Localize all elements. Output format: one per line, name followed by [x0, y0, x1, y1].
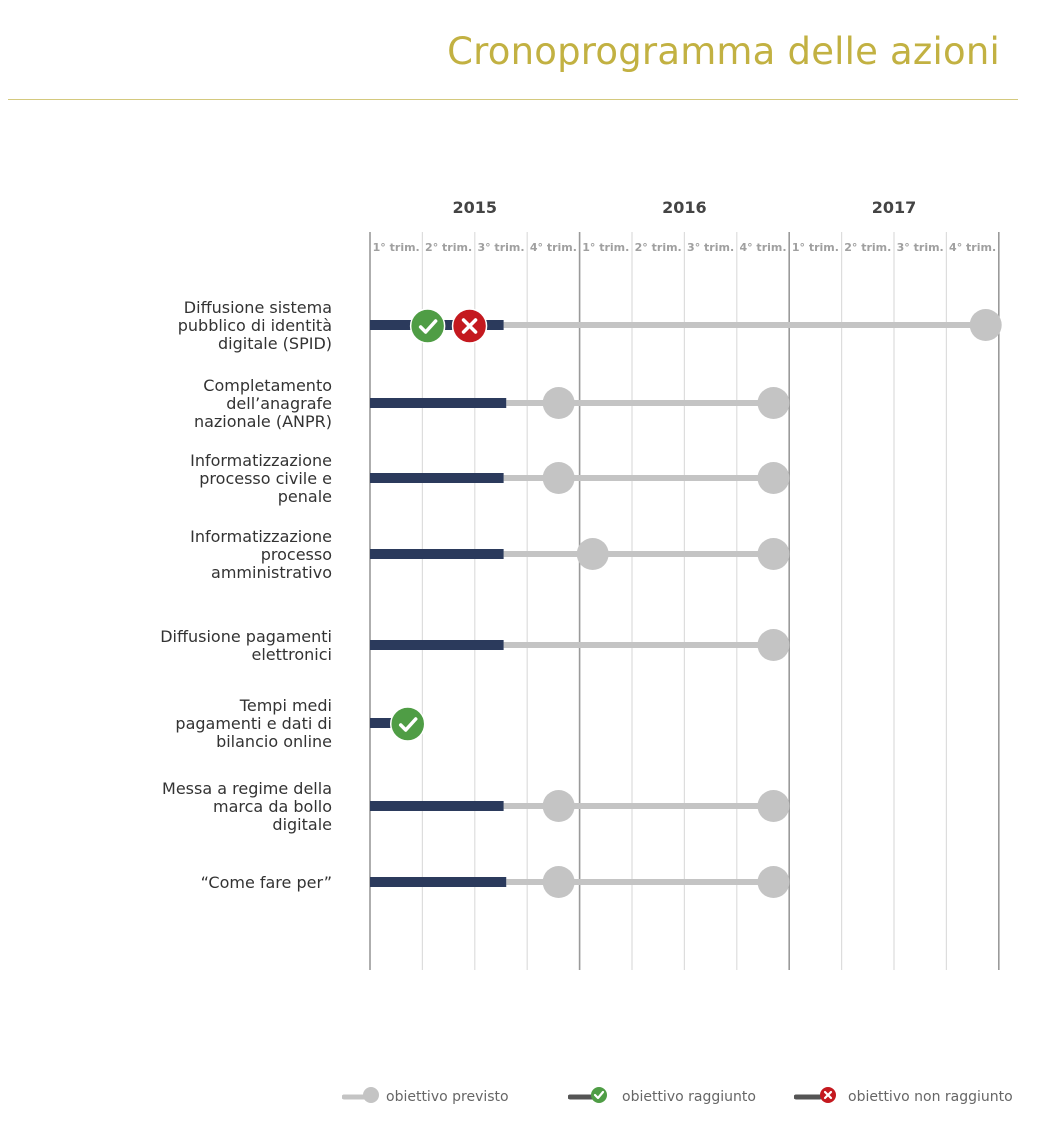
quarter-label: 4° trim. [529, 241, 577, 254]
row-bars [370, 309, 1002, 898]
completed-bar [370, 398, 506, 408]
completed-bar [370, 640, 504, 650]
quarter-label: 1° trim. [582, 241, 630, 254]
planned-milestone [757, 462, 789, 494]
row-label-line: elettronici [251, 645, 332, 664]
planned-milestone [757, 790, 789, 822]
row-label-line: Informatizzazione [190, 451, 332, 470]
row-label-line: processo [260, 545, 332, 564]
gantt-row [370, 707, 425, 741]
row-label-line: “Come fare per” [200, 873, 332, 892]
year-label: 2017 [871, 198, 917, 217]
planned-milestone [543, 387, 575, 419]
row-label-line: marca da bollo [213, 797, 332, 816]
quarter-label: 4° trim. [949, 241, 997, 254]
completed-bar [370, 877, 506, 887]
legend-label-achieved: obiettivo raggiunto [622, 1089, 756, 1105]
row-label [160, 627, 332, 664]
quarter-label: 2° trim. [844, 241, 892, 254]
quarter-label: 2° trim. [425, 241, 473, 254]
legend-label-not-achieved: obiettivo non raggiunto [848, 1089, 1013, 1105]
planned-milestone [543, 462, 575, 494]
year-label: 2015 [452, 198, 498, 217]
row-label-line: digitale (SPID) [218, 334, 332, 353]
row-label-line: pubblico di identità [177, 316, 332, 335]
check-legend-icon [568, 1083, 612, 1111]
row-label-line: Diffusione pagamenti [160, 627, 332, 646]
row-label [201, 873, 332, 892]
row-label-line: processo civile e [199, 469, 332, 488]
row-label [178, 298, 332, 353]
planned-milestone [543, 790, 575, 822]
completed-bar [370, 549, 504, 559]
row-label-line: penale [277, 487, 332, 506]
row-label-line: dell’anagrafe [226, 394, 332, 413]
quarter-label: 2° trim. [634, 241, 682, 254]
completed-bar [370, 801, 504, 811]
quarter-label: 3° trim. [687, 241, 735, 254]
row-label-line: amministrativo [211, 563, 332, 582]
row-label-line: Diffusione sistema [183, 298, 332, 317]
planned-milestone [757, 629, 789, 661]
row-label [190, 451, 332, 506]
completed-bar [370, 473, 504, 483]
row-label [194, 376, 332, 431]
legend-label-planned: obiettivo previsto [386, 1089, 509, 1105]
planned-milestone [757, 866, 789, 898]
row-label [190, 527, 332, 582]
planned-milestone [970, 309, 1002, 341]
row-label-line: Informatizzazione [190, 527, 332, 546]
planned-milestone [577, 538, 609, 570]
row-label [162, 779, 332, 834]
achieved-check-icon [391, 707, 425, 741]
row-label-line: bilancio online [216, 732, 332, 751]
quarter-label: 3° trim. [896, 241, 944, 254]
planned-legend-icon [342, 1083, 382, 1111]
planned-milestone [757, 538, 789, 570]
row-label-line: Tempi medi [239, 696, 332, 715]
quarter-label: 1° trim. [372, 241, 420, 254]
row-label-line: pagamenti e dati di [175, 714, 332, 733]
planned-milestone [543, 866, 575, 898]
row-label [175, 696, 332, 751]
cross-legend-icon [794, 1083, 838, 1111]
row-label-line: Completamento [203, 376, 332, 395]
planned-milestone [757, 387, 789, 419]
quarter-label: 1° trim. [791, 241, 839, 254]
row-label-line: Messa a regime della [162, 779, 332, 798]
achieved-check-icon [411, 309, 445, 343]
gantt-row [370, 309, 1002, 343]
row-label-line: nazionale (ANPR) [193, 412, 332, 431]
row-label-line: digitale [272, 815, 332, 834]
row-labels [160, 298, 332, 892]
page-title: Cronoprogramma delle azioni [447, 30, 1000, 73]
year-label: 2016 [662, 198, 707, 217]
quarter-label: 4° trim. [739, 241, 787, 254]
quarter-label: 3° trim. [477, 241, 525, 254]
